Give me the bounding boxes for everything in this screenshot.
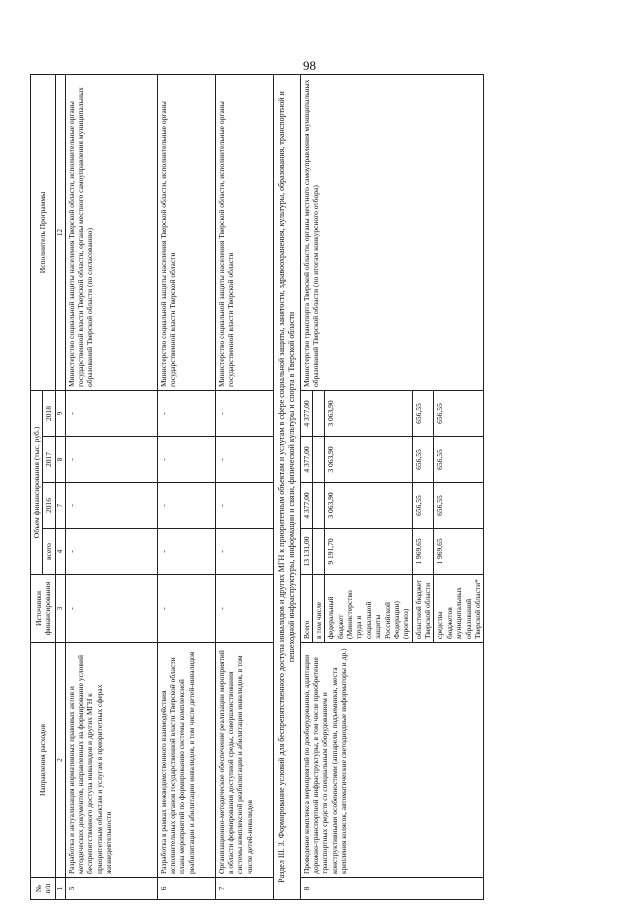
amount-total: 13 131,00	[300, 529, 312, 575]
col-num: 7	[55, 483, 65, 529]
col-num: 3	[55, 575, 65, 643]
row-executor: Министерство социальной защиты населения Тверской области, исполнительные органы государственной власти Тверской области	[157, 74, 215, 390]
rotated-table-area	[30, 75, 610, 900]
amount-2017: 4 377,00	[300, 437, 312, 483]
source-label: федеральный бюджет (Министерство труда и социальной защиты Российской Федерации) (прогноз)	[325, 575, 412, 643]
table-row	[300, 74, 312, 899]
row-source: -	[215, 575, 273, 643]
amount-2017: 3 063,90	[325, 437, 412, 483]
amount-2018: 656,55	[434, 390, 484, 436]
row-2017: -	[157, 437, 215, 483]
row-executor: Министерство транспорта Тверской области, органы местного самоуправления муниципальных образований Тверской области (по итогам конкурсного отбора)	[300, 74, 484, 390]
header-2018: 2018	[43, 390, 55, 436]
row-direction: Разработка и актуализация нормативных правовых актов и методических документов, направленных на формирование условий беспрепятственного доступа инвалидов и других МГН к приоритетным объектам и услугам в приоритетных сферах жизнедеятельности	[65, 643, 157, 878]
header-direction: Направления расходов	[31, 643, 56, 878]
header-2017: 2017	[43, 437, 55, 483]
amount-2018: 4 377,00	[300, 390, 312, 436]
row-no: 8	[300, 878, 484, 900]
row-total: -	[157, 529, 215, 575]
amount-2018: 3 063,90	[325, 390, 412, 436]
header-volume: Объем финансирования (тыс. руб.)	[31, 390, 43, 574]
table-row	[157, 74, 215, 899]
row-direction: Проведение комплекса мероприятий по дооборудованию, адаптации дорожно-транспортной инфраструктуры, в том числе приобретение транспортных средств со специальным оборудованием и конструктивными особенностями (аппарели, подъемники, места крепления колясок, автоматические светодиодные информаторы и др.)	[300, 643, 484, 878]
header-source: Источники финансирования	[31, 575, 56, 643]
section-title: Раздел III. 3. Формирование условий для беспрепятственного доступа инвалидов и других МГН к приоритетным объектам и услугам в сфере социальной защиты, занятости, здравоохранения, культуры, образования, транспортной и пешеходной инфраструктуры, информации и связи, физической культуры и спорта в Тверской области	[273, 74, 300, 899]
amount-2018	[312, 390, 324, 436]
amount-2017: 656,55	[412, 437, 434, 483]
amount-2016	[312, 483, 324, 529]
amount-total: 1 969,65	[412, 529, 434, 575]
row-executor: Министерство социальной защиты населения Тверской области, исполнительные органы государственной власти Тверской области	[215, 74, 273, 390]
amount-2016: 4 377,00	[300, 483, 312, 529]
row-total: -	[65, 529, 157, 575]
col-num: 9	[55, 390, 65, 436]
column-number-row	[55, 74, 65, 899]
source-label: областной бюджет Тверской области	[412, 575, 434, 643]
amount-2017	[312, 437, 324, 483]
amount-2016: 656,55	[434, 483, 484, 529]
header-executor: Исполнитель Программы	[31, 74, 56, 390]
source-label: Всего	[300, 575, 312, 643]
amount-2017: 656,55	[434, 437, 484, 483]
header-row	[31, 74, 43, 899]
row-2018: -	[65, 390, 157, 436]
row-2016: -	[215, 483, 273, 529]
col-num: 8	[55, 437, 65, 483]
header-2016: 2016	[43, 483, 55, 529]
row-2016: -	[157, 483, 215, 529]
row-2017: -	[215, 437, 273, 483]
col-num: 2	[55, 643, 65, 878]
table-row	[215, 74, 273, 899]
row-no: 6	[157, 878, 215, 900]
header-no: № п/п	[31, 878, 56, 900]
row-direction: Организационно-методическое обеспечение реализации мероприятий в области формирования доступной среды, совершенствования системы комплексной реабилитации и абилитации инвалидов, в том числе детей-инвалидов	[215, 643, 273, 878]
row-2018: -	[157, 390, 215, 436]
amount-total	[312, 529, 324, 575]
table-row	[65, 74, 157, 899]
amount-total: 9 191,70	[325, 529, 412, 575]
row-2016: -	[65, 483, 157, 529]
row-direction: Разработка в рамках межведомственного взаимодействия исполнительных органов государственной власти Тверской области плана мероприятий по формированию системы комплексной реабилитации и абилитации инвалидов, в том числе детей-инвалидов	[157, 643, 215, 878]
amount-total: 1 969,65	[434, 529, 484, 575]
row-no: 7	[215, 878, 273, 900]
amount-2018: 656,55	[412, 390, 434, 436]
amount-2016: 3 063,90	[325, 483, 412, 529]
row-no: 5	[65, 878, 157, 900]
row-2018: -	[215, 390, 273, 436]
col-num: 4	[55, 529, 65, 575]
col-num: 1	[55, 878, 65, 900]
financing-table	[30, 74, 484, 900]
row-source: -	[157, 575, 215, 643]
page-number: 98	[303, 58, 316, 73]
row-2017: -	[65, 437, 157, 483]
header-total: всего	[43, 529, 55, 575]
row-total: -	[215, 529, 273, 575]
section-row	[273, 74, 300, 899]
row-source: -	[65, 575, 157, 643]
amount-2016: 656,55	[412, 483, 434, 529]
source-label: средства бюджетов муниципальных образований Тверской области*	[434, 575, 484, 643]
row-executor: Министерство социальной защиты населения Тверской области, исполнительные органы государственной власти Тверской области, органы местного самоуправления муниципальных образований Тверской области (по согласованию)	[65, 74, 157, 390]
col-num: 12	[55, 74, 65, 390]
source-label: в том числе	[312, 575, 324, 643]
